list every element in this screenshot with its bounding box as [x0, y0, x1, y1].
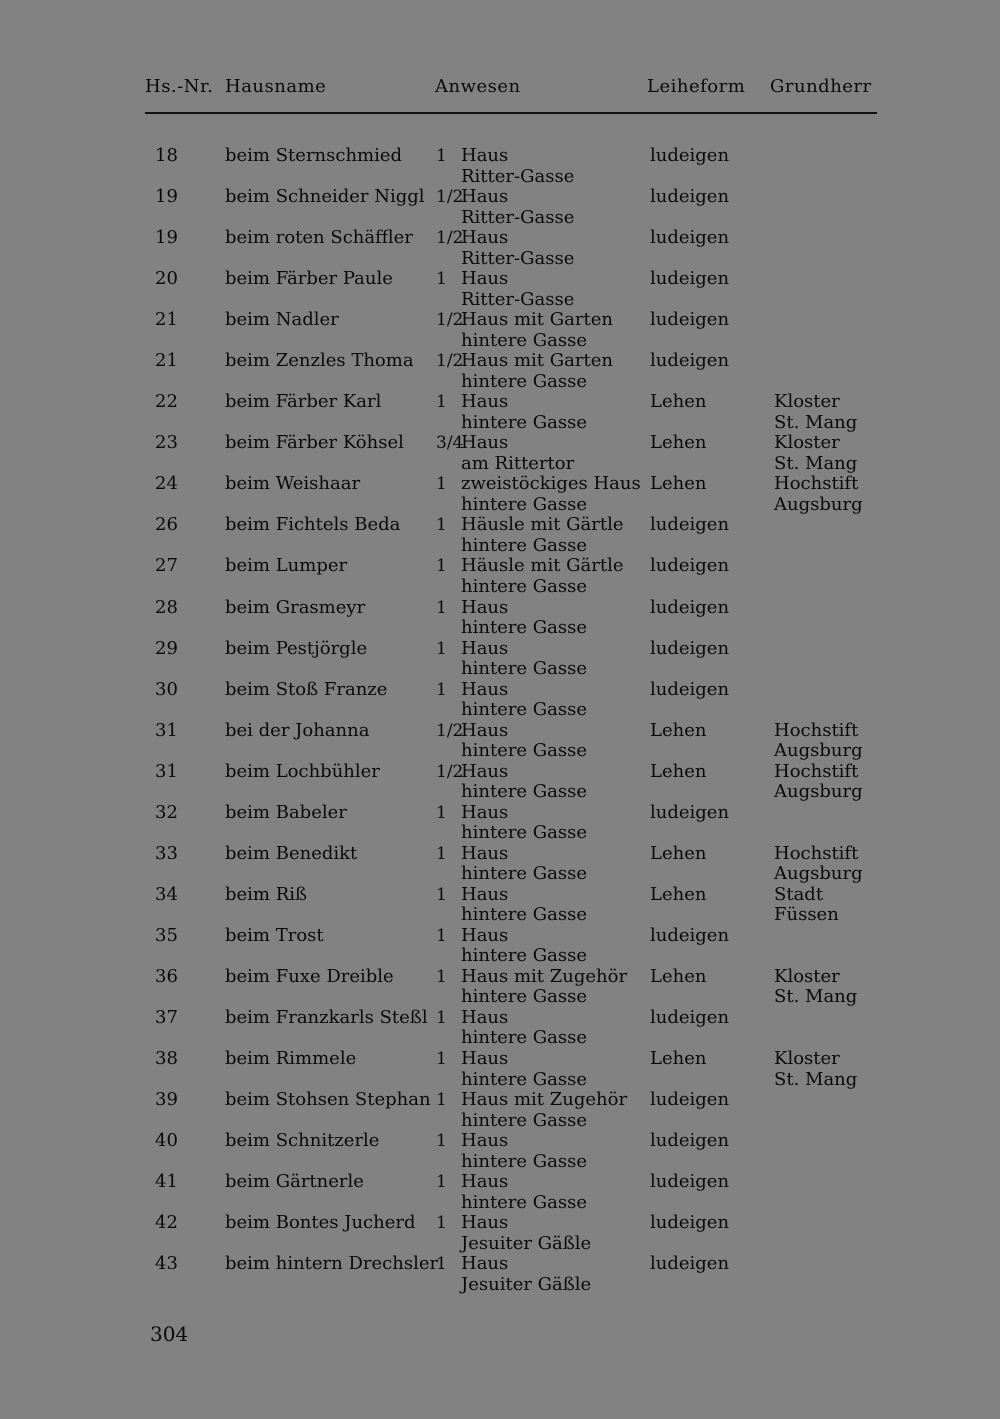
cell-nr: 19 — [155, 227, 178, 249]
cell-location: Ritter-Gasse — [461, 288, 575, 310]
cell-nr: 19 — [155, 186, 178, 208]
cell-quantity: 1 — [436, 1131, 447, 1152]
cell-leiheform: ludeigen — [650, 801, 730, 823]
table-row — [0, 844, 1000, 885]
cell-leiheform: ludeigen — [650, 227, 730, 249]
cell-quantity: 1 — [436, 1007, 447, 1028]
cell-location: hintere Gasse — [461, 945, 588, 967]
cell-nr: 40 — [155, 1130, 178, 1152]
cell-hausname: beim Grasmeyr — [225, 596, 366, 618]
cell-grundherr: Kloster — [774, 391, 840, 413]
cell-quantity: 1 — [436, 1090, 447, 1111]
cell-grundherr: Hochstift — [774, 719, 859, 741]
cell-quantity: 1 — [436, 638, 447, 659]
cell-anwesen: Haus — [461, 1048, 509, 1070]
cell-anwesen: Haus — [461, 1253, 509, 1275]
cell-nr: 35 — [155, 924, 178, 946]
cell-nr: 21 — [155, 350, 178, 372]
cell-hausname: beim Babeler — [225, 801, 347, 823]
cell-location: hintere Gasse — [461, 493, 588, 515]
cell-anwesen: Haus — [461, 1006, 509, 1028]
cell-leiheform: ludeigen — [650, 309, 730, 331]
cell-grundherr: Hochstift — [774, 842, 859, 864]
cell-location: hintere Gasse — [461, 617, 588, 639]
table-row — [0, 803, 1000, 844]
cell-anwesen: Haus — [461, 842, 509, 864]
header-anwesen: Anwesen — [435, 76, 521, 97]
cell-anwesen: Häusle mit Gärtle — [461, 514, 624, 536]
cell-quantity: 1 — [436, 884, 447, 905]
cell-hausname: beim Schneider Niggl — [225, 186, 425, 208]
cell-hausname: beim Sternschmied — [225, 145, 403, 166]
table-row — [0, 228, 1000, 269]
cell-quantity: 1 — [436, 679, 447, 700]
cell-location: hintere Gasse — [461, 1068, 588, 1090]
cell-quantity: 1 — [436, 1254, 447, 1275]
table-row — [0, 1254, 1000, 1295]
cell-nr: 24 — [155, 473, 178, 495]
cell-anwesen: Haus — [461, 1130, 509, 1152]
cell-grundherr-line2: St. Mang — [774, 411, 858, 433]
cell-anwesen: Haus — [461, 432, 509, 454]
cell-location: hintere Gasse — [461, 411, 588, 433]
cell-location: hintere Gasse — [461, 1191, 588, 1213]
page-number: 304 — [150, 1322, 189, 1346]
cell-hausname: beim Stoß Franze — [225, 678, 388, 700]
cell-nr: 37 — [155, 1006, 178, 1028]
cell-leiheform: ludeigen — [650, 596, 730, 618]
cell-hausname: beim Stohsen Stephan — [225, 1089, 431, 1111]
cell-nr: 26 — [155, 514, 178, 536]
cell-leiheform: ludeigen — [650, 1253, 730, 1275]
cell-hausname: beim Lumper — [225, 555, 348, 577]
cell-grundherr: Kloster — [774, 965, 840, 987]
cell-hausname: beim Bontes Jucherd — [225, 1212, 416, 1234]
cell-quantity: 1 — [436, 269, 447, 290]
cell-leiheform: ludeigen — [650, 924, 730, 946]
cell-leiheform: Lehen — [650, 883, 707, 905]
cell-leiheform: ludeigen — [650, 678, 730, 700]
cell-grundherr-line2: St. Mang — [774, 452, 858, 474]
cell-anwesen: Haus — [461, 924, 509, 946]
cell-leiheform: ludeigen — [650, 145, 730, 166]
table-row — [0, 885, 1000, 926]
cell-location: hintere Gasse — [461, 370, 588, 392]
cell-hausname: beim Weishaar — [225, 473, 361, 495]
cell-anwesen: zweistöckiges Haus — [461, 473, 641, 495]
cell-quantity: 1/2 — [436, 228, 464, 249]
cell-nr: 23 — [155, 432, 178, 454]
cell-grundherr-line2: St. Mang — [774, 986, 858, 1008]
cell-hausname: bei der Johanna — [225, 719, 370, 741]
cell-grundherr-line2: Augsburg — [774, 863, 863, 885]
cell-hausname: beim hintern Drechsler — [225, 1253, 439, 1275]
cell-grundherr-line2: Füssen — [774, 904, 839, 926]
cell-location: hintere Gasse — [461, 699, 588, 721]
cell-quantity: 3/4 — [436, 433, 464, 454]
table-row — [0, 310, 1000, 351]
cell-grundherr: Hochstift — [774, 760, 859, 782]
table-row — [0, 680, 1000, 721]
cell-quantity: 1 — [436, 843, 447, 864]
cell-location: hintere Gasse — [461, 904, 588, 926]
cell-leiheform: Lehen — [650, 965, 707, 987]
cell-location: Jesuiter Gäßle — [461, 1232, 592, 1254]
cell-nr: 28 — [155, 596, 178, 618]
cell-hausname: beim Färber Köhsel — [225, 432, 404, 454]
cell-hausname: beim Benedikt — [225, 842, 358, 864]
cell-leiheform: Lehen — [650, 760, 707, 782]
cell-anwesen: Haus mit Garten — [461, 350, 613, 372]
cell-anwesen: Häusle mit Gärtle — [461, 555, 624, 577]
cell-leiheform: ludeigen — [650, 1171, 730, 1193]
cell-nr: 34 — [155, 883, 178, 905]
cell-location: hintere Gasse — [461, 1109, 588, 1131]
table-row — [0, 556, 1000, 597]
cell-nr: 27 — [155, 555, 178, 577]
cell-nr: 33 — [155, 842, 178, 864]
cell-leiheform: Lehen — [650, 719, 707, 741]
cell-location: hintere Gasse — [461, 1150, 588, 1172]
cell-quantity: 1/2 — [436, 351, 464, 372]
cell-hausname: beim Rimmele — [225, 1048, 357, 1070]
table-body — [0, 146, 1000, 1295]
cell-anwesen: Haus — [461, 145, 509, 166]
cell-anwesen: Haus — [461, 1171, 509, 1193]
table-row — [0, 515, 1000, 556]
cell-leiheform: ludeigen — [650, 186, 730, 208]
table-row — [0, 1131, 1000, 1172]
table-row — [0, 598, 1000, 639]
cell-leiheform: ludeigen — [650, 350, 730, 372]
cell-leiheform: Lehen — [650, 842, 707, 864]
cell-leiheform: ludeigen — [650, 637, 730, 659]
table-row — [0, 474, 1000, 515]
table-row — [0, 639, 1000, 680]
cell-location: hintere Gasse — [461, 658, 588, 680]
cell-nr: 30 — [155, 678, 178, 700]
table-row — [0, 433, 1000, 474]
cell-nr: 43 — [155, 1253, 178, 1275]
cell-location: hintere Gasse — [461, 1027, 588, 1049]
header-nr: Hs.-Nr. — [145, 76, 214, 97]
cell-anwesen: Haus — [461, 637, 509, 659]
cell-quantity: 1/2 — [436, 187, 464, 208]
cell-hausname: beim Trost — [225, 924, 324, 946]
table-row — [0, 1008, 1000, 1049]
cell-leiheform: Lehen — [650, 1048, 707, 1070]
cell-nr: 38 — [155, 1048, 178, 1070]
cell-quantity: 1 — [436, 556, 447, 577]
cell-leiheform: ludeigen — [650, 268, 730, 290]
table-row — [0, 392, 1000, 433]
cell-grundherr-line2: Augsburg — [774, 493, 863, 515]
cell-location: Ritter-Gasse — [461, 165, 575, 187]
cell-hausname: beim Zenzles Thoma — [225, 350, 414, 372]
cell-location: Jesuiter Gäßle — [461, 1273, 592, 1295]
cell-anwesen: Haus mit Zugehör — [461, 965, 628, 987]
cell-nr: 29 — [155, 637, 178, 659]
cell-location: am Rittertor — [461, 452, 575, 474]
cell-location: hintere Gasse — [461, 822, 588, 844]
cell-hausname: beim Färber Paule — [225, 268, 393, 290]
cell-quantity: 1 — [436, 966, 447, 987]
cell-grundherr: Kloster — [774, 1048, 840, 1070]
cell-nr: 31 — [155, 719, 178, 741]
cell-quantity: 1 — [436, 1213, 447, 1234]
cell-nr: 42 — [155, 1212, 178, 1234]
cell-quantity: 1 — [436, 474, 447, 495]
cell-location: hintere Gasse — [461, 986, 588, 1008]
cell-anwesen: Haus — [461, 268, 509, 290]
cell-grundherr-line2: St. Mang — [774, 1068, 858, 1090]
table-row — [0, 926, 1000, 967]
cell-grundherr-line2: Augsburg — [774, 781, 863, 803]
cell-quantity: 1 — [436, 925, 447, 946]
cell-location: Ritter-Gasse — [461, 206, 575, 228]
cell-hausname: beim Färber Karl — [225, 391, 382, 413]
cell-anwesen: Haus — [461, 227, 509, 249]
table-row — [0, 269, 1000, 310]
cell-location: hintere Gasse — [461, 781, 588, 803]
cell-leiheform: ludeigen — [650, 1212, 730, 1234]
cell-nr: 39 — [155, 1089, 178, 1111]
cell-quantity: 1 — [436, 1172, 447, 1193]
cell-leiheform: Lehen — [650, 432, 707, 454]
cell-nr: 31 — [155, 760, 178, 782]
cell-anwesen: Haus mit Zugehör — [461, 1089, 628, 1111]
cell-nr: 22 — [155, 391, 178, 413]
cell-anwesen: Haus — [461, 719, 509, 741]
cell-leiheform: ludeigen — [650, 1089, 730, 1111]
cell-hausname: beim Riß — [225, 883, 308, 905]
cell-anwesen: Haus — [461, 1212, 509, 1234]
cell-quantity: 1/2 — [436, 761, 464, 782]
cell-anwesen: Haus — [461, 883, 509, 905]
table-row — [0, 187, 1000, 228]
cell-location: Ritter-Gasse — [461, 247, 575, 269]
cell-hausname: beim Nadler — [225, 309, 339, 331]
header-hausname: Hausname — [225, 76, 327, 97]
cell-hausname: beim Lochbühler — [225, 760, 380, 782]
cell-quantity: 1/2 — [436, 310, 464, 331]
cell-nr: 18 — [155, 145, 178, 166]
cell-quantity: 1 — [436, 515, 447, 536]
table-row — [0, 1213, 1000, 1254]
cell-anwesen: Haus — [461, 391, 509, 413]
cell-hausname: beim Schnitzerle — [225, 1130, 380, 1152]
cell-quantity: 1 — [436, 597, 447, 618]
table-row — [0, 351, 1000, 392]
cell-nr: 20 — [155, 268, 178, 290]
cell-anwesen: Haus — [461, 678, 509, 700]
cell-nr: 41 — [155, 1171, 178, 1193]
cell-grundherr: Stadt — [774, 883, 824, 905]
cell-quantity: 1 — [436, 1049, 447, 1070]
cell-leiheform: Lehen — [650, 473, 707, 495]
cell-quantity: 1/2 — [436, 720, 464, 741]
cell-location: hintere Gasse — [461, 329, 588, 351]
table-row — [0, 1090, 1000, 1131]
cell-grundherr: Kloster — [774, 432, 840, 454]
cell-anwesen: Haus mit Garten — [461, 309, 613, 331]
cell-quantity: 1 — [436, 802, 447, 823]
table-row — [0, 146, 1000, 187]
cell-hausname: beim Franzkarls Steßl — [225, 1006, 428, 1028]
cell-location: hintere Gasse — [461, 575, 588, 597]
cell-location: hintere Gasse — [461, 534, 588, 556]
cell-anwesen: Haus — [461, 596, 509, 618]
cell-nr: 32 — [155, 801, 178, 823]
cell-leiheform: ludeigen — [650, 1006, 730, 1028]
cell-grundherr: Hochstift — [774, 473, 859, 495]
cell-nr: 36 — [155, 965, 178, 987]
cell-leiheform: Lehen — [650, 391, 707, 413]
cell-quantity: 1 — [436, 392, 447, 413]
cell-anwesen: Haus — [461, 760, 509, 782]
cell-leiheform: ludeigen — [650, 1130, 730, 1152]
header-grundherr: Grundherr — [770, 76, 872, 97]
header-rule — [145, 112, 877, 114]
header-leiheform: Leiheform — [647, 76, 746, 97]
cell-leiheform: ludeigen — [650, 555, 730, 577]
cell-nr: 21 — [155, 309, 178, 331]
cell-anwesen: Haus — [461, 186, 509, 208]
cell-hausname: beim Fichtels Beda — [225, 514, 401, 536]
table-row — [0, 1172, 1000, 1213]
cell-hausname: beim Fuxe Dreible — [225, 965, 394, 987]
table-row — [0, 762, 1000, 803]
cell-hausname: beim Gärtnerle — [225, 1171, 364, 1193]
cell-hausname: beim Pestjörgle — [225, 637, 368, 659]
table-row — [0, 967, 1000, 1008]
cell-anwesen: Haus — [461, 801, 509, 823]
cell-location: hintere Gasse — [461, 740, 588, 762]
cell-hausname: beim roten Schäffler — [225, 227, 413, 249]
cell-location: hintere Gasse — [461, 863, 588, 885]
table-row — [0, 1049, 1000, 1090]
table-row — [0, 721, 1000, 762]
cell-leiheform: ludeigen — [650, 514, 730, 536]
cell-grundherr-line2: Augsburg — [774, 740, 863, 762]
cell-quantity: 1 — [436, 146, 447, 166]
